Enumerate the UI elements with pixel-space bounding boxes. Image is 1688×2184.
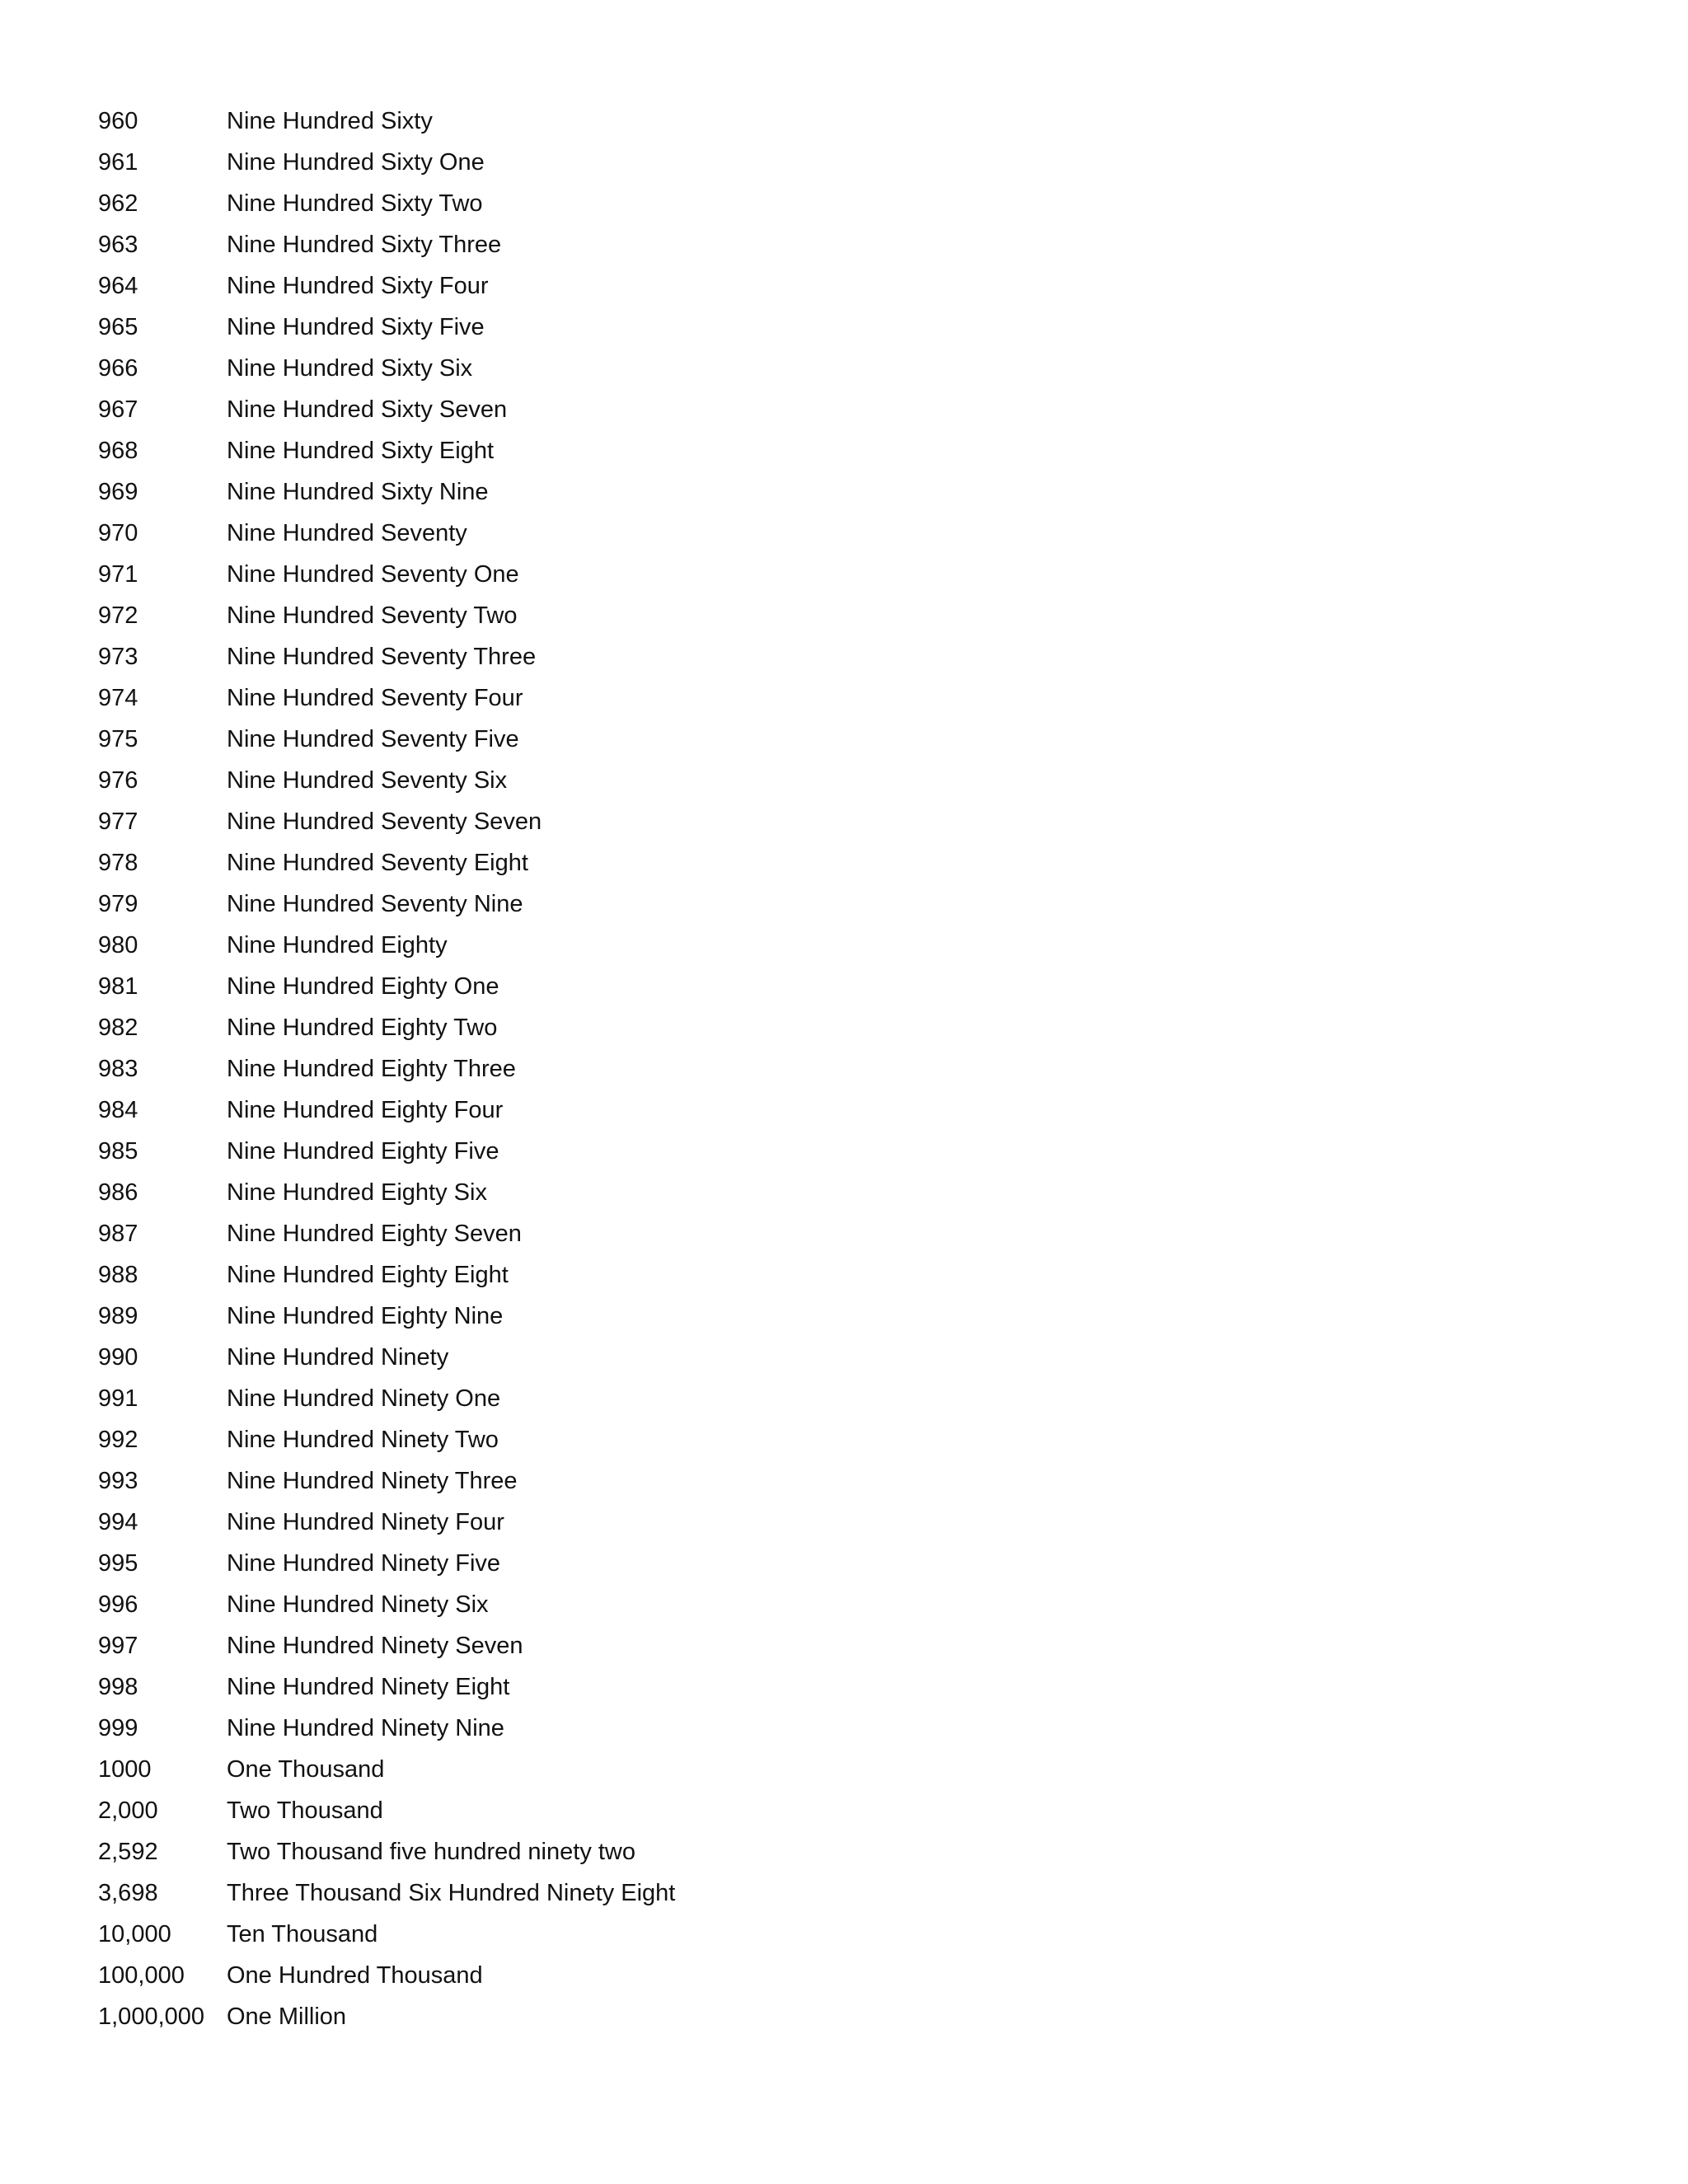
row-words: Nine Hundred Eighty One	[227, 973, 499, 1000]
row-words: Nine Hundred Eighty Three	[227, 1056, 516, 1082]
row-words: One Million	[227, 2004, 347, 2030]
row-words: Nine Hundred Eighty Nine	[227, 1303, 504, 1329]
row-words: Nine Hundred Ninety One	[227, 1385, 501, 1412]
row-number: 2,592	[98, 1839, 158, 1865]
row-number: 964	[98, 273, 138, 299]
table-row	[98, 1378, 922, 1419]
row-number: 992	[98, 1427, 138, 1453]
table-row	[98, 1254, 922, 1296]
row-number: 991	[98, 1385, 138, 1412]
table-row	[98, 1996, 922, 2037]
row-number: 978	[98, 850, 138, 876]
row-number: 965	[98, 314, 138, 340]
row-words: Nine Hundred Ninety Nine	[227, 1715, 504, 1741]
row-words: Two Thousand five hundred ninety two	[227, 1839, 636, 1865]
number-words-table	[98, 101, 922, 2037]
row-words: Nine Hundred Seventy Nine	[227, 891, 523, 917]
row-number: 961	[98, 149, 138, 176]
row-words: Nine Hundred Seventy One	[227, 561, 519, 588]
table-row	[98, 883, 922, 925]
row-words: Nine Hundred Sixty Nine	[227, 479, 489, 505]
row-words: Nine Hundred Eighty Six	[227, 1179, 487, 1206]
row-words: One Hundred Thousand	[227, 1962, 483, 1989]
row-words: Nine Hundred Seventy Four	[227, 685, 523, 711]
row-words: Nine Hundred Ninety Four	[227, 1509, 504, 1535]
row-words: Nine Hundred Sixty Six	[227, 355, 473, 382]
row-words: Nine Hundred Eighty Five	[227, 1138, 499, 1165]
table-row	[98, 1790, 922, 1831]
row-words: Two Thousand	[227, 1797, 383, 1824]
row-words: Three Thousand Six Hundred Ninety Eight	[227, 1880, 676, 1906]
table-row	[98, 1543, 922, 1584]
row-number: 968	[98, 438, 138, 464]
row-words: Nine Hundred Seventy Two	[227, 602, 518, 629]
row-words: Nine Hundred Ninety Six	[227, 1591, 489, 1618]
row-number: 999	[98, 1715, 138, 1741]
row-words: Nine Hundred Eighty Eight	[227, 1262, 509, 1288]
table-row	[98, 1460, 922, 1502]
row-words: Nine Hundred Sixty Five	[227, 314, 485, 340]
row-number: 980	[98, 932, 138, 958]
table-row	[98, 760, 922, 801]
row-number: 969	[98, 479, 138, 505]
row-number: 994	[98, 1509, 138, 1535]
row-words: Nine Hundred Ninety Two	[227, 1427, 499, 1453]
row-words: Nine Hundred Eighty Two	[227, 1015, 498, 1041]
table-row	[98, 719, 922, 760]
table-row	[98, 183, 922, 224]
row-number: 977	[98, 808, 138, 835]
row-number: 972	[98, 602, 138, 629]
table-row	[98, 348, 922, 389]
row-words: Nine Hundred Seventy Eight	[227, 850, 528, 876]
row-number: 986	[98, 1179, 138, 1206]
row-number: 1,000,000	[98, 2004, 205, 2030]
table-row	[98, 224, 922, 265]
row-number: 2,000	[98, 1797, 158, 1824]
table-row	[98, 1337, 922, 1378]
row-number: 3,698	[98, 1880, 158, 1906]
row-words: One Thousand	[227, 1756, 385, 1783]
row-number: 983	[98, 1056, 138, 1082]
row-words: Nine Hundred Sixty Two	[227, 190, 483, 217]
table-row	[98, 1914, 922, 1955]
table-row	[98, 1502, 922, 1543]
row-words: Nine Hundred Sixty Four	[227, 273, 489, 299]
table-row	[98, 595, 922, 636]
table-row	[98, 554, 922, 595]
table-row	[98, 142, 922, 183]
row-number: 982	[98, 1015, 138, 1041]
row-words: Nine Hundred Seventy	[227, 520, 467, 546]
row-words: Nine Hundred Eighty Seven	[227, 1221, 522, 1247]
row-words: Nine Hundred Eighty Four	[227, 1097, 504, 1123]
table-row	[98, 307, 922, 348]
table-row	[98, 1131, 922, 1172]
row-number: 967	[98, 396, 138, 423]
table-row	[98, 513, 922, 554]
table-row	[98, 101, 922, 142]
row-number: 990	[98, 1344, 138, 1371]
row-number: 970	[98, 520, 138, 546]
row-number: 966	[98, 355, 138, 382]
table-row	[98, 1172, 922, 1213]
row-number: 987	[98, 1221, 138, 1247]
row-number: 971	[98, 561, 138, 588]
row-words: Nine Hundred Sixty	[227, 108, 433, 134]
table-row	[98, 1090, 922, 1131]
row-words: Ten Thousand	[227, 1921, 378, 1947]
row-number: 975	[98, 726, 138, 752]
row-words: Nine Hundred Sixty One	[227, 149, 485, 176]
row-number: 976	[98, 767, 138, 794]
row-number: 998	[98, 1674, 138, 1700]
table-row	[98, 636, 922, 677]
row-number: 10,000	[98, 1921, 171, 1947]
row-number: 984	[98, 1097, 138, 1123]
row-words: Nine Hundred Seventy Five	[227, 726, 519, 752]
table-row	[98, 1213, 922, 1254]
row-number: 988	[98, 1262, 138, 1288]
row-words: Nine Hundred Sixty Eight	[227, 438, 494, 464]
row-words: Nine Hundred Eighty	[227, 932, 448, 958]
table-row	[98, 1666, 922, 1708]
table-row	[98, 1955, 922, 1996]
table-row	[98, 925, 922, 966]
row-words: Nine Hundred Ninety	[227, 1344, 449, 1371]
row-number: 100,000	[98, 1962, 185, 1989]
row-words: Nine Hundred Ninety Seven	[227, 1633, 523, 1659]
table-row	[98, 265, 922, 307]
row-words: Nine Hundred Ninety Five	[227, 1550, 501, 1577]
table-row	[98, 966, 922, 1007]
table-row	[98, 1296, 922, 1337]
row-number: 993	[98, 1468, 138, 1494]
table-row	[98, 471, 922, 513]
table-row	[98, 801, 922, 842]
row-number: 997	[98, 1633, 138, 1659]
row-number: 973	[98, 644, 138, 670]
table-row	[98, 1419, 922, 1460]
row-number: 979	[98, 891, 138, 917]
table-row	[98, 389, 922, 430]
table-row	[98, 1007, 922, 1048]
row-number: 981	[98, 973, 138, 1000]
table-row	[98, 1749, 922, 1790]
row-words: Nine Hundred Ninety Three	[227, 1468, 518, 1494]
row-words: Nine Hundred Sixty Three	[227, 232, 502, 258]
table-row	[98, 1048, 922, 1090]
row-words: Nine Hundred Seventy Six	[227, 767, 508, 794]
row-number: 989	[98, 1303, 138, 1329]
row-number: 960	[98, 108, 138, 134]
row-number: 985	[98, 1138, 138, 1165]
table-row	[98, 1625, 922, 1666]
row-number: 974	[98, 685, 138, 711]
row-words: Nine Hundred Ninety Eight	[227, 1674, 510, 1700]
table-row	[98, 1831, 922, 1872]
row-words: Nine Hundred Seventy Seven	[227, 808, 542, 835]
row-number: 963	[98, 232, 138, 258]
table-row	[98, 842, 922, 883]
table-row	[98, 1708, 922, 1749]
row-words: Nine Hundred Sixty Seven	[227, 396, 508, 423]
row-words: Nine Hundred Seventy Three	[227, 644, 537, 670]
row-number: 1000	[98, 1756, 152, 1783]
table-row	[98, 1872, 922, 1914]
row-number: 995	[98, 1550, 138, 1577]
table-row	[98, 677, 922, 719]
row-number: 962	[98, 190, 138, 217]
table-row	[98, 430, 922, 471]
row-number: 996	[98, 1591, 138, 1618]
table-row	[98, 1584, 922, 1625]
